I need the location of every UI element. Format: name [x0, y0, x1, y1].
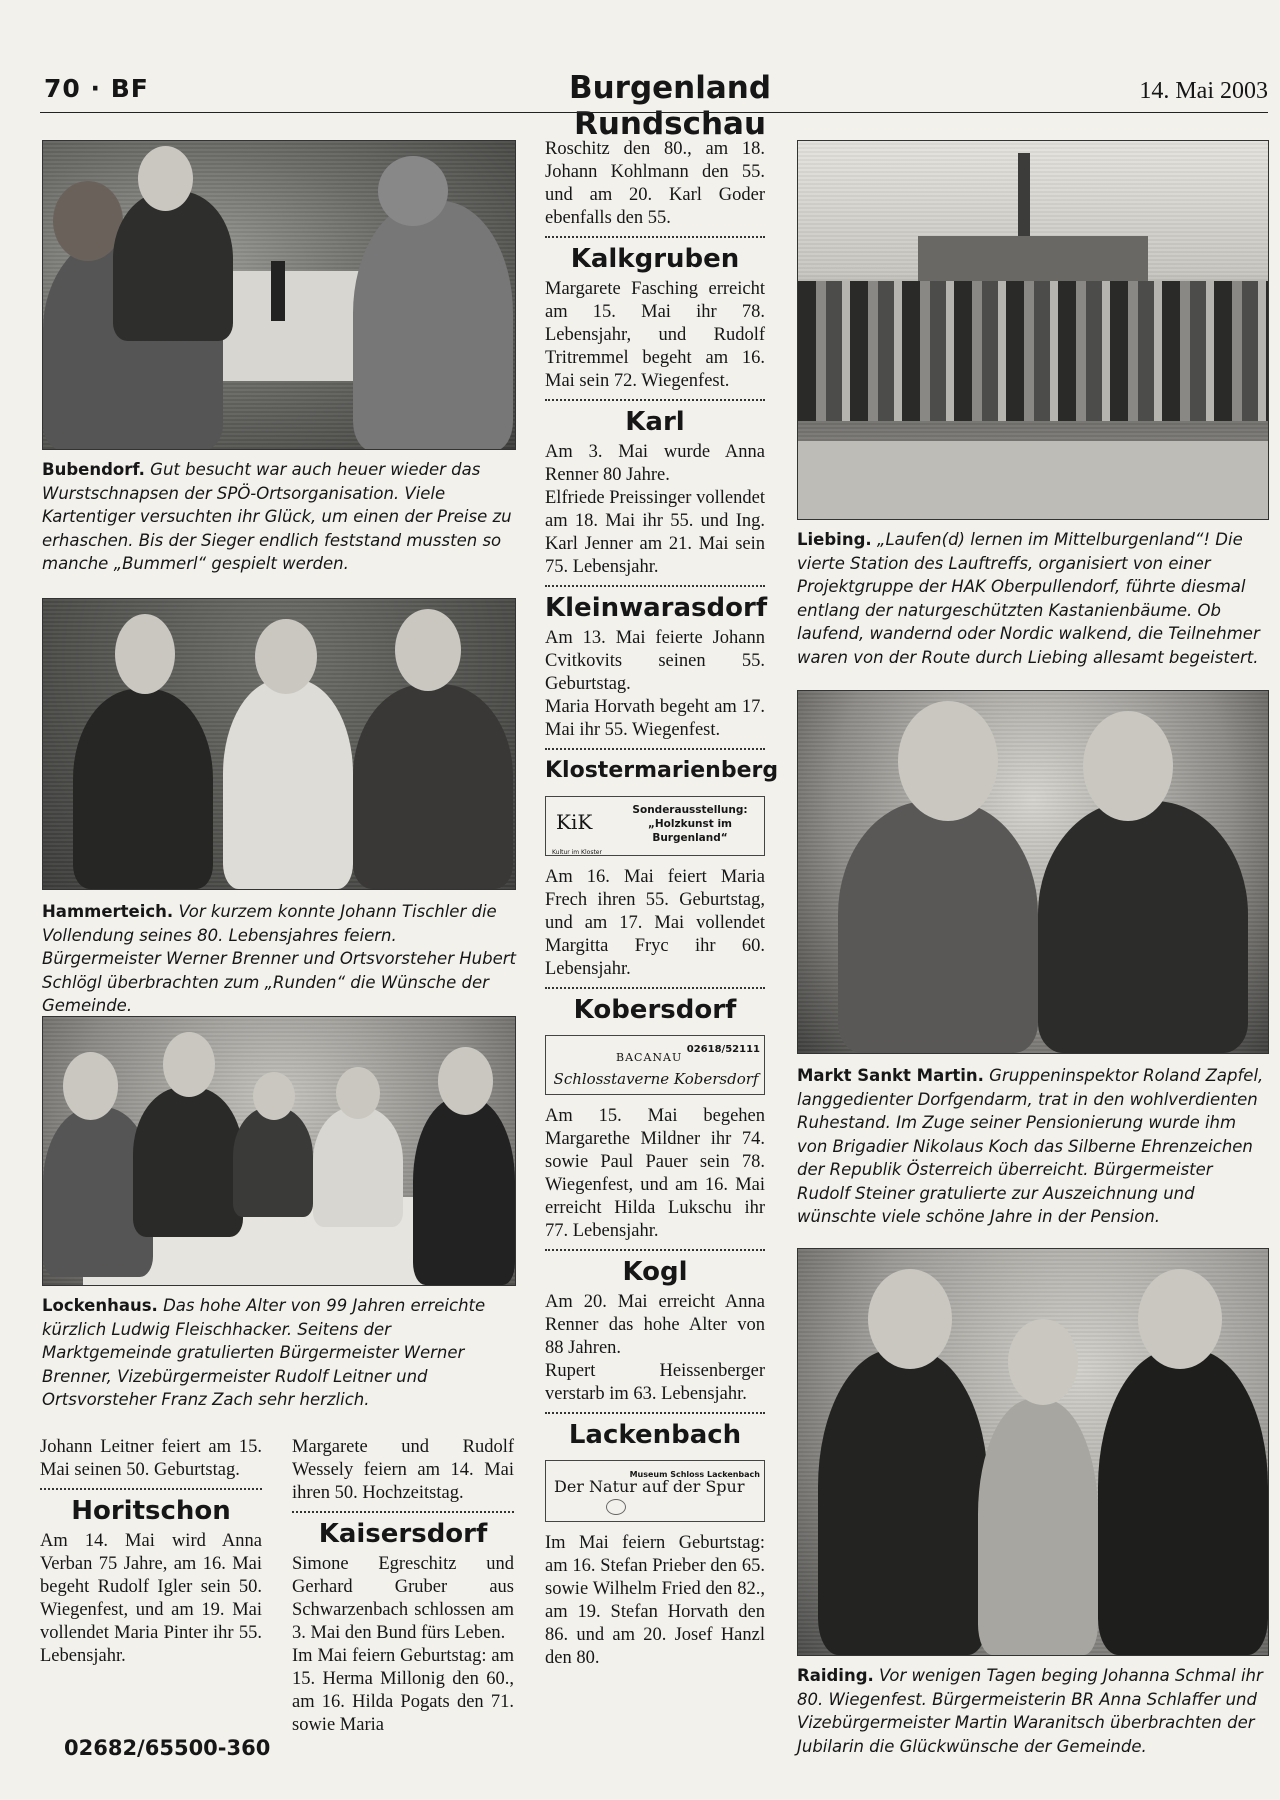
church-tower: [1018, 153, 1030, 243]
heading-horitschon: Horitschon: [71, 1496, 231, 1526]
paragraph: Rupert Heissenberger verstarb im 63. Lebensjahr.: [545, 1361, 765, 1404]
header-rule: [40, 112, 1268, 113]
paragraph: Maria Horvath begeht am 17. Mai ihr 55. Wiegenfest.: [545, 697, 765, 740]
caption-hammerteich: [42, 900, 518, 1018]
paragraph: Am 15. Mai begehen Margarethe Mildner ihr 74. sowie Paul Pauer sein 78. Wiegenfest, und am 16. Mai erreicht Hilda Lukschu ihr 77. Lebensjahr.: [545, 1106, 765, 1241]
person-head: [115, 614, 175, 694]
person-head: [138, 146, 193, 211]
caption-place: Hammerteich.: [42, 902, 174, 921]
person-figure: [223, 679, 353, 889]
person-figure: [1098, 1349, 1268, 1655]
person-head: [1083, 711, 1173, 821]
dotted-divider: [545, 1412, 765, 1414]
caption-place: Bubendorf.: [42, 460, 145, 479]
heading-kleinwarasdorf: Kleinwarasdorf: [545, 593, 768, 623]
heading-klostermarienberg: Klostermarienberg: [545, 758, 779, 783]
paw-icon: [606, 1499, 626, 1515]
person-head: [438, 1047, 493, 1115]
person-figure: [313, 1107, 403, 1227]
column-center: [545, 138, 779, 1670]
ad-kik: [545, 796, 765, 856]
caption-lockenhaus: [42, 1294, 518, 1412]
ad-line: Schlosstaverne Kobersdorf: [553, 1070, 759, 1088]
dotted-divider: [545, 1249, 765, 1251]
paragraph: Am 16. Mai feiert Maria Frech ihren 55. Geburtstag, und am 17. Mai vollendet Margitta Fryc ihr 60. Lebensjahr.: [545, 867, 765, 979]
ad-kobersdorf: [545, 1035, 765, 1095]
paragraph: Im Mai feiern Geburtstag: am 15. Herma Millonig den 60., am 16. Hilda Pogats den 71. sowie Maria: [292, 1646, 514, 1735]
person-figure: [818, 1349, 988, 1655]
newspaper-title: Burgenland Rundschau: [568, 70, 772, 142]
ad-main: Der Natur auf der Spur: [554, 1477, 745, 1496]
paragraph: Am 13. Mai feierte Johann Cvitkovits seinen 55. Geburtstag.: [545, 628, 765, 694]
caption-place: Liebing.: [797, 530, 872, 549]
caption-text: Gut besucht war auch heuer wieder das Wurstschnapsen der SPÖ-Ortsorganisation. Viele Kartentiger versuchten ihr Glück, um einen der Preise zu erhaschen. Bis der Sieger endlich feststand mussten so manche „Bummerl“ gespielt werden.: [42, 460, 512, 573]
bottle-shape: [271, 261, 285, 321]
person-figure: [353, 684, 513, 889]
photo-lockenhaus: [42, 1016, 516, 1286]
ad-name: BACANAU: [616, 1051, 683, 1064]
dotted-divider: [545, 585, 765, 587]
paragraph: Elfriede Preissinger vollendet am 18. Mai ihr 55. und Ing. Karl Jenner am 21. Mai sein 75. Lebensjahr.: [545, 488, 765, 577]
paragraph: Johann Leitner feiert am 15. Mai seinen 50. Geburtstag.: [40, 1437, 262, 1480]
person-head: [163, 1032, 215, 1097]
photo-marktsanktmartin: [797, 690, 1269, 1054]
caption-place: Lockenhaus.: [42, 1296, 158, 1315]
person-figure: [353, 201, 513, 450]
paragraph: Margarete Fasching erreicht am 15. Mai ihr 78. Lebensjahr, und Rudolf Tritremmel begeht am 16. Mai sein 72. Wiegenfest.: [545, 279, 765, 391]
person-head: [336, 1067, 380, 1119]
heading-kalkgruben: Kalkgruben: [570, 244, 740, 274]
column-kaisersdorf: [292, 1436, 514, 1737]
caption-text: Das hohe Alter von 99 Jahren erreichte kürzlich Ludwig Fleischhacker. Seitens der Marktgemeinde gratulierten Bürgermeister Werner Brenner, Vizebürgermeister Rudolf Leitner und Ortsvorsteher Franz Zach sehr herzlich.: [42, 1296, 486, 1409]
paragraph: Im Mai feiern Geburtstag: am 16. Stefan Prieber den 65. sowie Wilhelm Fried den 82., am 19. Stefan Horvath den 86. und am 20. Josef Hanzl den 80.: [545, 1533, 765, 1668]
person-figure: [838, 801, 1038, 1053]
dotted-divider: [545, 748, 765, 750]
dotted-divider: [545, 236, 765, 238]
person-head: [63, 1052, 118, 1120]
crowd-shape: [798, 281, 1268, 421]
caption-liebing: [797, 528, 1269, 669]
caption-place: Raiding.: [797, 1666, 874, 1685]
person-figure: [413, 1097, 515, 1285]
ad-sub: Museum Schloss Lackenbach: [629, 1470, 760, 1479]
photo-raiding: [797, 1248, 1269, 1656]
person-figure: [978, 1399, 1098, 1655]
photo-bubendorf: [42, 140, 516, 450]
person-head: [253, 1072, 295, 1120]
kik-logo-sub: Kultur im Kloster: [552, 849, 602, 856]
paragraph: Margarete und Rudolf Wessely feiern am 14. Mai ihren 50. Hochzeitstag.: [292, 1437, 514, 1503]
caption-place: Markt Sankt Martin.: [797, 1066, 984, 1085]
caption-marktsanktmartin: [797, 1064, 1269, 1229]
person-figure: [73, 689, 213, 889]
caption-bubendorf: [42, 458, 518, 576]
person-head: [898, 701, 998, 821]
photo-liebing: [797, 140, 1269, 520]
person-head: [395, 609, 461, 691]
paragraph: Roschitz den 80., am 18. Johann Kohlmann den 55. und am 20. Karl Goder ebenfalls den 55.: [545, 139, 765, 228]
dotted-divider: [545, 987, 765, 989]
ad-phone: 02618/52111: [686, 1044, 760, 1055]
page-number: 70 · BF: [44, 74, 149, 103]
paragraph: Am 14. Mai wird Anna Verban 75 Jahre, am 16. Mai begeht Rudolf Igler sein 50. Wiegenfest, und am 19. Mai vollendet Maria Pinter ihr 55. Lebensjahr.: [40, 1531, 262, 1666]
paragraph: Am 20. Mai erreicht Anna Renner das hohe Alter von 88 Jahren.: [545, 1292, 765, 1358]
kik-logo: KiK: [556, 810, 593, 834]
caption-text: „Laufen(d) lernen im Mittelburgenland“! Die vierte Station des Lauftreffs, organisiert von einer Projektgruppe der HAK Oberpullendorf, führte diesmal entlang der naturgeschützten Kastanienbäume. Ob laufend, wandernd oder Nordic walkend, die Teilnehmer waren von der Route durch Liebing allesamt begeistert.: [797, 530, 1260, 667]
person-figure: [233, 1107, 313, 1217]
column-horitschon: [40, 1436, 262, 1668]
heading-kaisersdorf: Kaisersdorf: [318, 1519, 488, 1549]
dotted-divider: [292, 1511, 514, 1513]
person-head: [378, 156, 448, 226]
heading-lackenbach: Lackenbach: [568, 1420, 742, 1450]
person-figure: [1038, 801, 1248, 1053]
ad-lackenbach: [545, 1460, 765, 1522]
issue-date: 14. Mai 2003: [1139, 78, 1268, 104]
caption-text: Gruppeninspektor Roland Zapfel, langgedienter Dorfgendarm, trat in den wohlverdienten Ruhestand. Im Zuge seiner Pensionierung wurde ihm von Brigadier Nikolaus Koch das Silberne Ehrenzeichen der Republik Österreich überreicht. Bürgermeister Rudolf Steiner gratulierte zur Auszeichnung und wünschte viele schöne Jahre in der Pension.: [797, 1066, 1264, 1226]
dotted-divider: [40, 1488, 262, 1490]
person-figure: [133, 1087, 243, 1237]
person-head: [1008, 1319, 1078, 1405]
person-figure: [113, 191, 233, 341]
paragraph: Simone Egreschitz und Gerhard Gruber aus Schwarzenbach schlossen am 3. Mai den Bund fürs Leben.: [292, 1554, 514, 1643]
caption-raiding: [797, 1664, 1269, 1758]
dotted-divider: [545, 399, 765, 401]
kik-ad-text: Sonderausstellung: „Holzkunst im Burgenland“: [632, 804, 748, 844]
heading-kogl: Kogl: [622, 1257, 688, 1287]
caption-text: Vor wenigen Tagen beging Johanna Schmal ihr 80. Wiegenfest. Bürgermeisterin BR Anna Schlaffer und Vizebürgermeister Martin Waranitsch überbrachten der Jubilarin die Glückwünsche der Gemeinde.: [797, 1666, 1263, 1756]
paragraph: Am 3. Mai wurde Anna Renner 80 Jahre.: [545, 442, 765, 485]
person-head: [1138, 1269, 1222, 1369]
heading-karl: Karl: [625, 407, 685, 437]
person-head: [255, 619, 317, 694]
photo-hammerteich: [42, 598, 516, 890]
heading-kobersdorf: Kobersdorf: [573, 995, 737, 1025]
road-shape: [798, 441, 1268, 519]
person-head: [868, 1269, 952, 1369]
caption-text: Vor kurzem konnte Johann Tischler die Vollendung seines 80. Lebensjahres feiern. Bürgermeister Werner Brenner und Ortsvorsteher Hubert Schlögl überbrachten zum „Runden“ die Wünsche der Gemeinde.: [42, 902, 516, 1015]
phone-number: 02682/65500-360: [64, 1736, 271, 1760]
